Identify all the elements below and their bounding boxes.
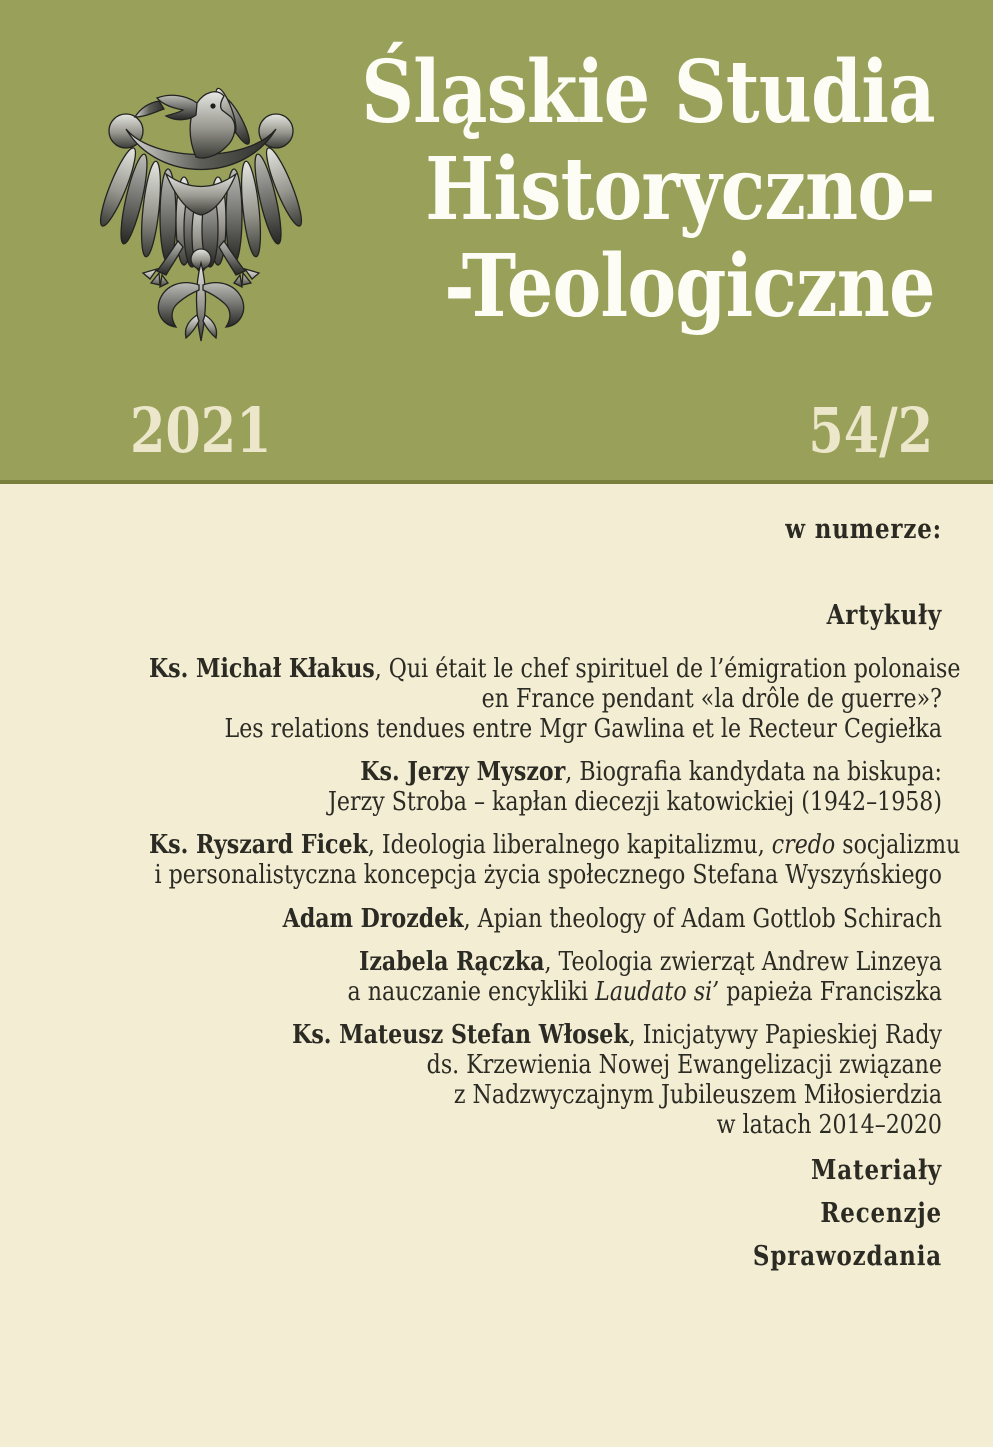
section-sprawozdania: Sprawozdania [752,1241,942,1272]
journal-title [361,44,935,335]
article-line: Ks. Ryszard Ficek, Ideologia liberalnego kapitalizmu, credo socjalizmu [148,830,961,860]
article-line: i personalistyczna koncepcja życia społecznego Stefana Wyszyńskiego [154,860,942,890]
article-line: Ks. Mateusz Stefan Włosek, Inicjatywy Papieskiej Rady [292,1020,942,1050]
article-line: z Nadzwyczajnym Jubileuszem Miłosierdzia [453,1080,942,1110]
article-line: Jerzy Stroba – kapłan diecezji katowickiej (1942–1958) [328,787,942,817]
article-line: Ks. Michał Kłakus, Qui était le chef spirituel de l’émigration polonaise [148,654,961,684]
journal-title-line: Śląskie Studia [361,42,935,143]
journal-title-line: -Teologiczne [444,236,935,337]
article-line: Izabela Rączka, Teologia zwierząt Andrew Linzeya [359,947,942,977]
article-line: Les relations tendues entre Mgr Gawlina et le Recteur Cegiełka [224,714,942,744]
article-line: Ks. Jerzy Myszor, Biografia kandydata na biskupa: [360,757,942,787]
section-materialy: Materiały [811,1155,942,1186]
article-line: w latach 2014–2020 [716,1110,942,1140]
article-entry [148,654,961,744]
in-issue-label: w numerze: [785,514,942,545]
article-entry [149,757,942,817]
article-line: Adam Drozdek, Apian theology of Adam Gottlob Schirach [282,904,942,934]
article-line: a nauczanie encykliki Laudato si’ papieża Franciszka [347,977,942,1007]
journal-title-line: Historyczno- [425,139,935,240]
article-entry [149,947,942,1007]
section-artykuly: Artykuły [826,600,942,631]
article-line: ds. Krzewienia Nowej Ewangelizacji związane [426,1050,942,1080]
article-list [148,654,961,1140]
table-of-contents [149,484,993,1447]
issue-label: 54/2 [808,394,933,467]
article-entry [149,904,942,934]
silesian-eagle-emblem [96,76,306,352]
article-entry [148,830,961,890]
article-line: en France pendant «la drôle de guerre»? [481,684,942,714]
year-label: 2021 [130,394,272,467]
section-recenzje: Recenzje [820,1198,942,1229]
article-entry [149,1020,942,1140]
